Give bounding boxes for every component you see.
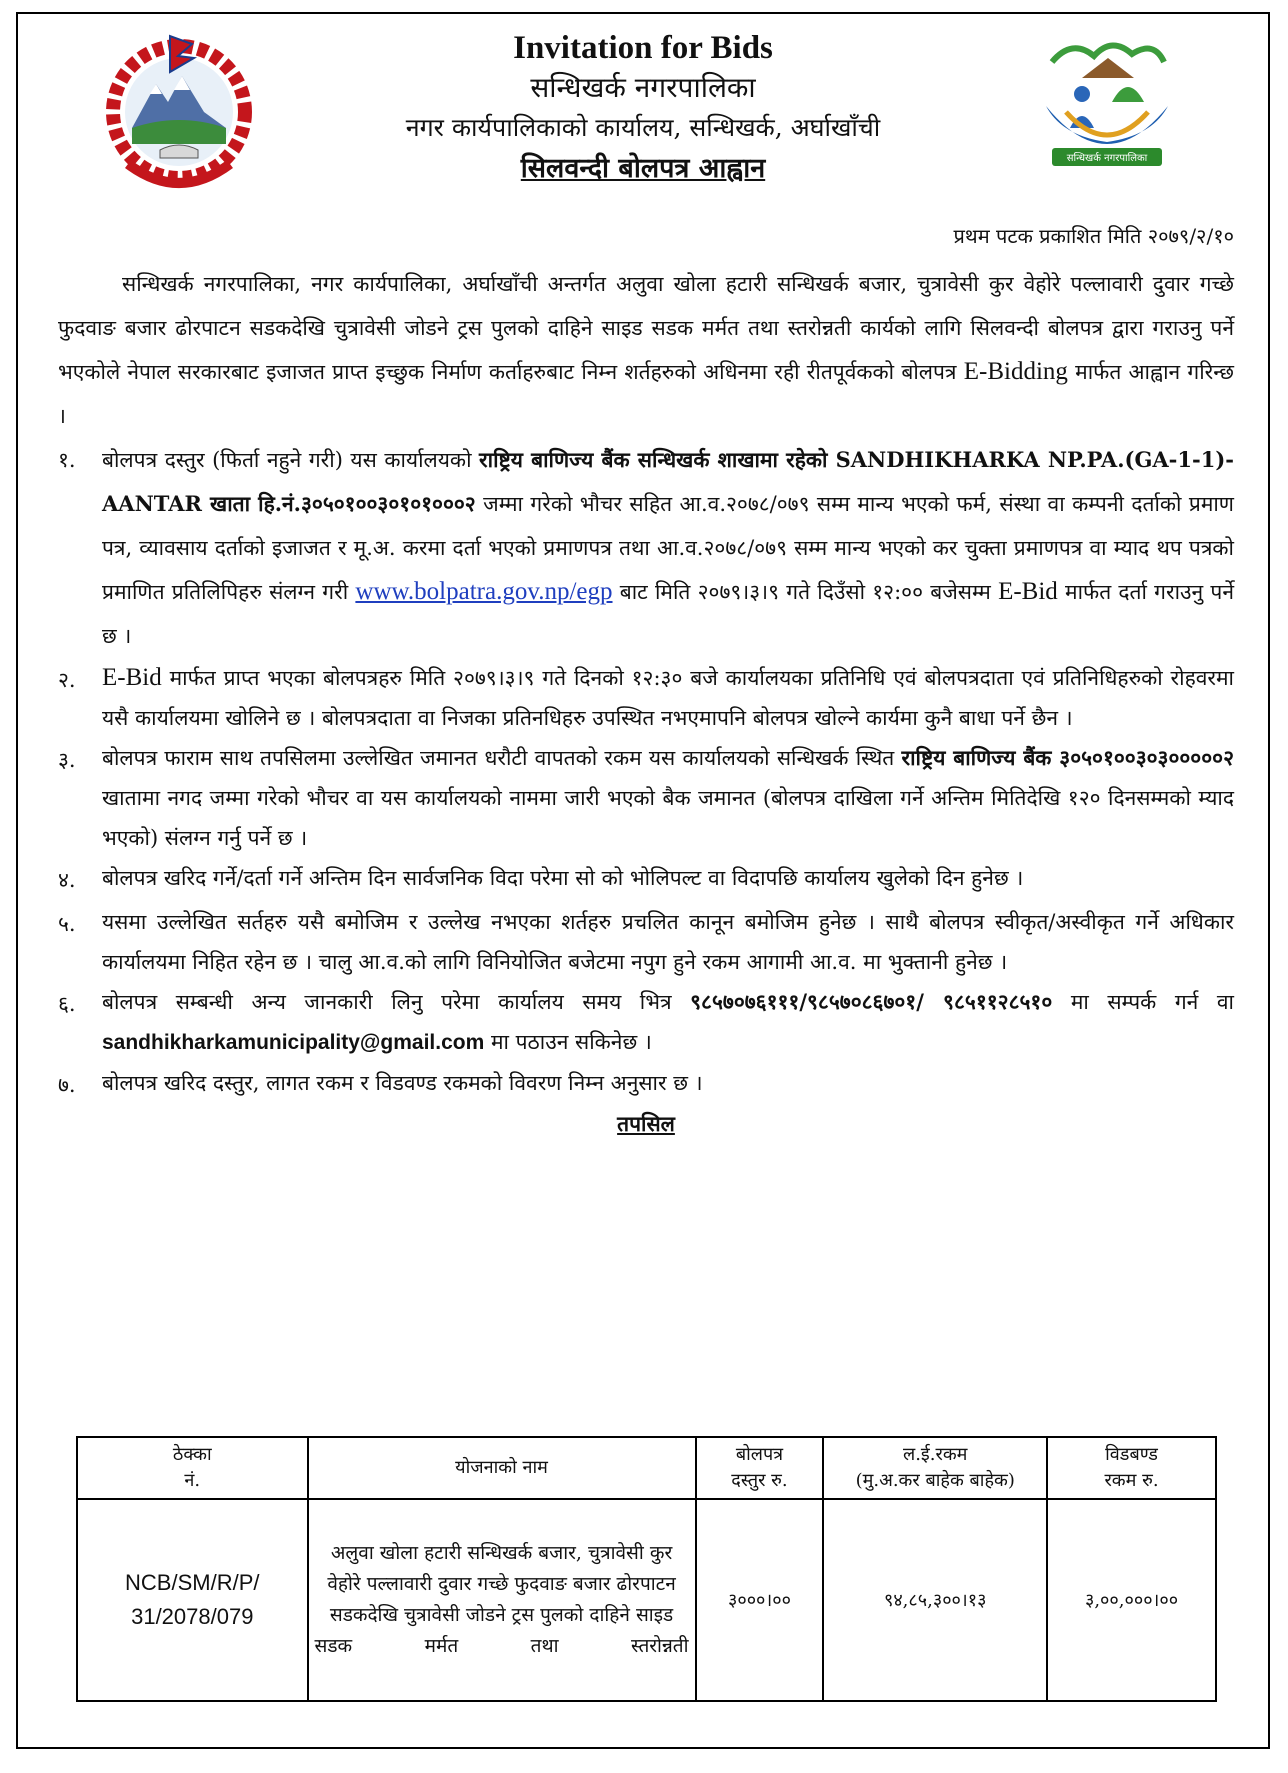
notice-body	[58, 262, 1234, 1141]
notice-heading: सिलवन्दी बोलपत्र आह्वान	[520, 153, 766, 184]
bid-fee-cell: ३०००।००	[696, 1499, 824, 1701]
item-number: २.	[58, 668, 76, 692]
notice-page	[16, 12, 1270, 1749]
header	[18, 14, 1268, 219]
intro-paragraph	[58, 262, 1234, 438]
condition-item: ४. बोलपत्र खरिद गर्ने/दर्ता गर्ने अन्तिम दिन सार्वजनिक विदा परेमा सो को भोलिपल्ट वा विदापछि कार्यालय खुलेको दिन हुनेछ ।	[58, 858, 1234, 902]
scheme-name-cell: अलुवा खोला हटारी सन्धिखर्क बजार, चुत्रावेसी कुर वेहोरे पल्लावारी दुवार गच्छे फुदवाङ बजार ढोरपाटन सडकदेखि चुत्रावेसी जोडने ट्रस पुलको दाहिने साइड सडक मर्मत तथा स्तरोन्नती	[308, 1499, 696, 1701]
column-header-cost-estimate: ल.ई.रकम (मु.अ.कर बाहेक बाहेक)	[823, 1437, 1047, 1499]
header-text	[278, 28, 1008, 190]
cost-estimate-cell: ९४,८५,३००।१३	[823, 1499, 1047, 1701]
column-header-bid-fee: बोलपत्र दस्तुर रु.	[696, 1437, 824, 1499]
bid-details-table	[76, 1436, 1217, 1702]
municipality-logo-icon	[1032, 32, 1182, 172]
schedule-heading: तपसिल	[617, 1111, 675, 1136]
item-number: ५.	[58, 912, 76, 936]
contact-phone-numbers: ९८५७०७६१११/९८५७०८६७०१/ ९८५११२८५१०	[690, 989, 1053, 1014]
contract-number-cell: NCB/SM/R/P/ 31/2078/079	[77, 1499, 308, 1701]
contact-email[interactable]: sandhikharkamunicipality@gmail.com	[102, 1031, 485, 1054]
item-number: ३.	[58, 748, 76, 772]
condition-item: ७. बोलपत्र खरिद दस्तुर, लागत रकम र विडवण्ड रकमको विवरण निम्न अनुसार छ ।	[58, 1063, 1234, 1107]
publication-date: प्रथम पटक प्रकाशित मिति २०७९/२/१०	[953, 224, 1234, 248]
item-number: ६.	[58, 992, 76, 1016]
condition-item: १. बोलपत्र दस्तुर (फिर्ता नहुने गरी) यस कार्यालयको राष्ट्रिय बाणिज्य बैंक सन्धिखर्क शाखामा रहेको SANDHIKHARKA NP.PA.(GA-1-1)-AANTAR खाता हि.नं.३०५०१००३०१०१०००२ जम्मा गरेको भौचर सहित आ.व.२०७८/०७९ सम्म मान्य भएको फर्म, संस्था वा कम्पनी दर्ताको प्रमाण पत्र, व्यावसाय दर्ताको इजाजत र मू.अ. करमा दर्ता भएको प्रमाणपत्र तथा आ.व.२०७८/०७९ सम्म मान्य भएको कर चुक्ता प्रमाणपत्र वा म्याद थप पत्रको प्रमाणित प्रतिलिपिहरु संलग्न गरी www.bolpatra.gov.np/egp बाट मिति २०७९।३।९ गते दिउँसो १२:०० बजेसम्म E-Bid मार्फत दर्ता गराउनु पर्ने छ ।	[58, 438, 1234, 658]
column-header-scheme-name: योजनाको नाम	[308, 1437, 696, 1499]
bank-account-detail: राष्ट्रिय बाणिज्य बैंक सन्धिखर्क शाखामा रहेको SANDHIKHARKA NP.PA.(GA-1-1)-AANTAR खाता हि.नं.३०५०१००३०१०१०००२	[102, 447, 1234, 516]
bolpatra-link[interactable]: www.bolpatra.gov.np/egp	[355, 578, 613, 605]
condition-item: २. E-Bid मार्फत प्राप्त भएका बोलपत्रहरु मिति २०७९।३।९ गते दिनको १२:३० बजे कार्यालयका प्रतिनिधि एवं बोलपत्रदाता एवं प्रतिनिधिहरुको रोहवरमा यसै कार्यालयमा खोलिने छ । बोलपत्रदाता वा निजका प्रतिनधिहरु उपस्थित नभएमापनि बोलपत्र खोल्ने कार्यमा कुनै बाधा पर्ने छैन ।	[58, 658, 1234, 738]
item-number: १.	[58, 448, 76, 472]
svg-text:सन्धिखर्क नगरपालिका: सन्धिखर्क नगरपालिका	[1066, 153, 1148, 164]
municipality-name: सन्धिखर्क नगरपालिका	[530, 71, 756, 104]
nepal-emblem-icon	[104, 32, 254, 204]
condition-item: ३. बोलपत्र फाराम साथ तपसिलमा उल्लेखित जमानत धरौटी वापतको रकम यस कार्यालयको सन्धिखर्क स्थित राष्ट्रिय बाणिज्य बैंक ३०५०१००३०३०००००२ खातामा नगद जम्मा गरेको भौचर वा यस कार्यालयको नाममा जारी भएको बैक जमानत (बोलपत्र दाखिला गर्ने अन्तिम मितिदेखि १२० दिनसम्मको म्याद भएको) संलग्न गर्नु पर्ने छ ।	[58, 738, 1234, 858]
bank-deposit-account: राष्ट्रिय बाणिज्य बैंक ३०५०१००३०३०००००२	[901, 745, 1234, 770]
office-name: नगर कार्यपालिकाको कार्यालय, सन्धिखर्क, अर्घाखाँची	[405, 113, 881, 142]
table-row	[77, 1499, 1216, 1701]
condition-item: ५. यसमा उल्लेखित सर्तहरु यसै बमोजिम र उल्लेख नभएका शर्तहरु प्रचलित कानून बमोजिम हुनेछ । साथै बोलपत्र स्वीकृत/अस्वीकृत गर्ने अधिकार कार्यालयमा निहित रहेन छ । चालु आ.व.को लागि विनियोजित बजेटमा नपुग हुने रकम आगामी आ.व. मा भुक्तानी हुनेछ ।	[58, 902, 1234, 982]
item-number: ४.	[58, 868, 76, 892]
page-title: Invitation for Bids	[513, 30, 773, 66]
intro-text: सन्धिखर्क नगरपालिका, नगर कार्यपालिका, अर्घाखाँची अन्तर्गत अलुवा खोला हटारी सन्धिखर्क बजार, चुत्रावेसी कुर वेहोरे पल्लावारी दुवार गच्छे फुदवाङ बजार ढोरपाटन सडकदेखि चुत्रावेसी जोडने ट्रस पुलको दाहिने साइड सडक मर्मत तथा स्तरोन्नती कार्यको लागि सिलवन्दी बोलपत्र द्वारा गराउनु पर्ने भएकोले नेपाल सरकारबाट इजाजत प्राप्त इच्छुक निर्माण कर्ताहरुबाट निम्न शर्तहरुको अधिनमा रही रीतपूर्वकको बोलपत्र	[58, 272, 1234, 384]
column-header-contract-no: ठेक्का नं.	[77, 1437, 308, 1499]
bid-bond-cell: ३,००,०००।००	[1047, 1499, 1216, 1701]
e-bidding-term: E-Bidding	[963, 358, 1068, 385]
table-header-row	[77, 1437, 1216, 1499]
column-header-bid-bond: विडबण्ड रकम रु.	[1047, 1437, 1216, 1499]
condition-item: ६. बोलपत्र सम्बन्धी अन्य जानकारी लिनु परेमा कार्यालय समय भित्र ९८५७०७६१११/९८५७०८६७०१/ ९८५११२८५१० मा सम्पर्क गर्न वा sandhikharkamunicipality@gmail.com मा पठाउन सकिनेछ ।	[58, 982, 1234, 1063]
item-number: ७.	[58, 1073, 76, 1097]
intro-text-end: मार्फत आह्वान गरिन्छ ।	[58, 360, 1234, 428]
